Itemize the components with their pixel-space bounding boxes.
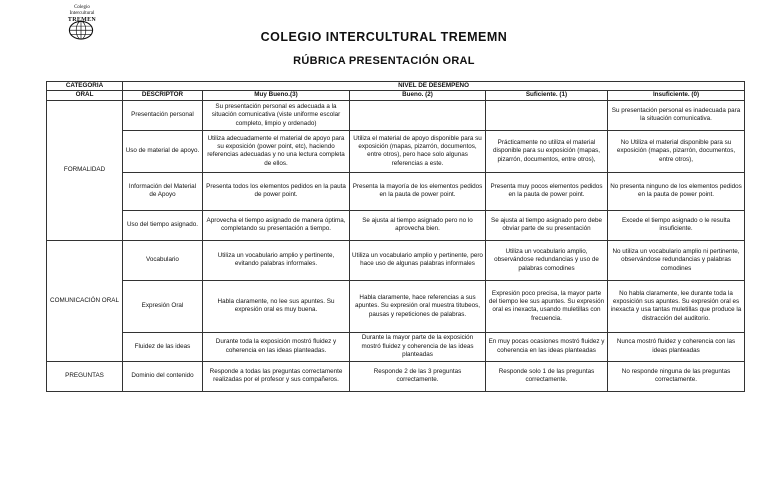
level-cell: Aprovecha el tiempo asignado de manera óptima, completando su presentación a tiempo. (203, 210, 350, 240)
level-cell: No habla claramente, lee durante toda la exposición sus apuntes. Su expresión oral es inexacta y usa tantas muletillas que produce la distracción del auditorio. (608, 280, 745, 332)
header-level-bueno: Bueno. (2) (350, 91, 486, 100)
logo-small-line-1: Colegio (74, 5, 90, 10)
header-descriptor: DESCRIPTOR (123, 91, 203, 100)
level-cell: Responde 2 de las 3 preguntas correctamente. (350, 361, 486, 391)
table-row (47, 130, 745, 172)
level-cell (350, 100, 486, 130)
level-cell: Durante la mayor parte de la exposición mostró fluidez y coherencia de las ideas planteadas (350, 332, 486, 361)
descriptor-cell: Expresión Oral (123, 280, 203, 332)
level-cell: Durante toda la exposición mostró fluidez y coherencia en las ideas planteadas. (203, 332, 350, 361)
level-cell: Su presentación personal es adecuada a la situación comunicativa (viste uniforme escolar completo, limpio y ordenado) (203, 100, 350, 130)
level-cell: Utiliza adecuadamente el material de apoyo para su exposición (power point, etc), haciendo referencias adecuadas y no una lectura completa de ellos. (203, 130, 350, 172)
level-cell: Utiliza un vocabulario amplio, observándose redundancias y uso de palabras comodines (486, 240, 608, 280)
level-cell: Habla claramente, hace referencias a sus apuntes. Su expresión oral muestra titubeos, pausas y repeticiones de palabras. (350, 280, 486, 332)
level-cell (486, 100, 608, 130)
table-row (47, 172, 745, 210)
level-cell: Habla claramente, no lee sus apuntes. Su expresión oral es muy buena. (203, 280, 350, 332)
category-cell: COMUNICACIÓN ORAL (47, 240, 123, 361)
level-cell: Prácticamente no utiliza el material disponible para su exposición (mapas, pizarrón, documentos, entre otros), (486, 130, 608, 172)
logo-small-line-2: Intercultural (69, 11, 95, 16)
descriptor-cell: Información del Material de Apoyo (123, 172, 203, 210)
rubric-table (46, 81, 745, 392)
header-nivel-desempeno: NIVEL DE DESEMPEÑO (123, 82, 745, 91)
level-cell: Se ajusta al tiempo asignado pero no lo aprovecha bien. (350, 210, 486, 240)
header-level-muy-bueno: Muy Bueno.(3) (203, 91, 350, 100)
level-cell: Utiliza un vocabulario amplio y pertinente, pero hace uso de algunas palabras informales (350, 240, 486, 280)
level-cell: Responde a todas las preguntas correctamente realizadas por el profesor y sus compañeros. (203, 361, 350, 391)
descriptor-cell: Uso de material de apoyo. (123, 130, 203, 172)
logo-name: TREMEN (67, 17, 97, 23)
page-title: COLEGIO INTERCULTURAL TREMEMN (260, 30, 508, 44)
level-cell: No utiliza un vocabulario amplio ni pertinente, observándose redundancias y palabras comodines (608, 240, 745, 280)
descriptor-cell: Dominio del contenido (123, 361, 203, 391)
table-row (47, 210, 745, 240)
descriptor-cell: Uso del tiempo asignado. (123, 210, 203, 240)
table-row (47, 280, 745, 332)
table-row (47, 100, 745, 130)
descriptor-cell: Fluidez de las ideas (123, 332, 203, 361)
level-cell: Utiliza un vocabulario amplio y pertinente, evitando palabras informales. (203, 240, 350, 280)
header-level-insuficiente: Insuficiente. (0) (608, 91, 745, 100)
header-oral: ORAL (47, 91, 123, 100)
page-subtitle: RÚBRICA PRESENTACIÓN ORAL (293, 55, 475, 67)
level-cell: Responde solo 1 de las preguntas correctamente. (486, 361, 608, 391)
level-cell: Presenta la mayoría de los elementos pedidos en la pauta de power point. (350, 172, 486, 210)
level-cell: Utiliza el material de apoyo disponible para su exposición (mapas, pizarrón, documentos, entre otros), pero hace solo algunas referencias a este. (350, 130, 486, 172)
category-cell: PREGUNTAS (47, 361, 123, 391)
table-row (47, 240, 745, 280)
level-cell: Expresión poco precisa, la mayor parte del tiempo lee sus apuntes. Su expresión oral es inexacta, usando muletillas con frecuencia. (486, 280, 608, 332)
level-cell: Excede el tiempo asignado o le resulta insuficiente. (608, 210, 745, 240)
level-cell: Nunca mostró fluidez y coherencia con las ideas planteadas (608, 332, 745, 361)
table-row (47, 332, 745, 361)
descriptor-cell: Presentación personal (123, 100, 203, 130)
level-cell: Su presentación personal es inadecuada para la situación comunicativa. (608, 100, 745, 130)
level-cell: Presenta todos los elementos pedidos en la pauta de power point. (203, 172, 350, 210)
level-cell: No Utiliza el material disponible para su exposición (mapas, pizarrón, documentos, entre otros), (608, 130, 745, 172)
level-cell: No responde ninguna de las preguntas correctamente. (608, 361, 745, 391)
level-cell: En muy pocas ocasiones mostró fluidez y coherencia en las ideas planteadas (486, 332, 608, 361)
header-row-2 (47, 91, 745, 100)
level-cell: No presenta ninguno de los elementos pedidos en la pauta de power point. (608, 172, 745, 210)
category-cell: FORMALIDAD (47, 100, 123, 240)
descriptor-cell: Vocabulario (123, 240, 203, 280)
header-categoria: CATEGORIA (47, 82, 123, 91)
table-row (47, 361, 745, 391)
level-cell: Presenta muy pocos elementos pedidos en la pauta de power point. (486, 172, 608, 210)
level-cell: Se ajusta al tiempo asignado pero debe obviar parte de su presentación (486, 210, 608, 240)
header-level-suficiente: Suficiente. (1) (486, 91, 608, 100)
header-row-1 (47, 82, 745, 91)
